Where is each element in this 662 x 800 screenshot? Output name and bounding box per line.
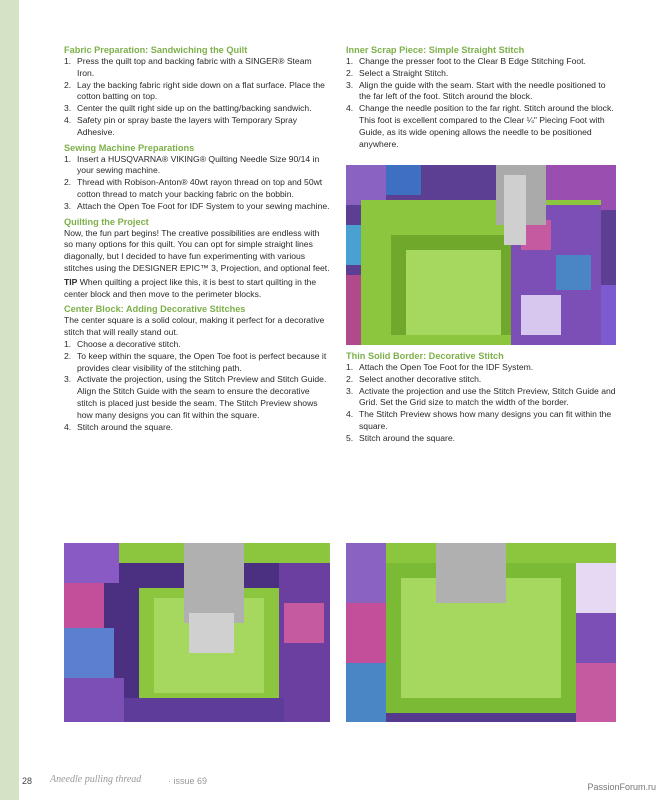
numbered-list xyxy=(64,339,330,433)
list-item: 3. Activate the projection and use the Stitch Preview, Stitch Guide and Grid. Set the Grid size to match the width of the border. xyxy=(346,385,616,408)
section-heading: Sewing Machine Preparations xyxy=(64,142,195,153)
list-item: 3. Center the quilt right side up on the batting/backing sandwich. xyxy=(64,103,312,114)
quilt-photo xyxy=(64,543,330,722)
section-heading: Center Block: Adding Decorative Stitches xyxy=(64,304,246,315)
list-item: 1. Press the quilt top and backing fabric with a SINGER® Steam Iron. xyxy=(64,56,312,78)
list-item: 1. Insert a HUSQVARNA® VIKING® Quilting Needle Size 90/14 in your sewing machine. xyxy=(64,153,320,176)
list-item: 4. Change the needle position to the far right. Stitch around the block. This foot is excellent compared to the Clear ¼" Piecing Foot with Guide, as its wide opening allows the needle to be positioned anywhere. xyxy=(346,103,614,149)
numbered-list xyxy=(64,56,330,139)
section-heading: Quilting the Project xyxy=(64,216,149,227)
list-item: 3. Attach the Open Toe Foot for IDF System to your sewing machine. xyxy=(64,200,330,211)
page-number: 28 xyxy=(22,776,33,786)
left-column xyxy=(64,44,330,433)
list-item: 1. Attach the Open Toe Foot for the IDF System. xyxy=(346,362,534,372)
list-item: 3. Activate the projection, using the Stitch Preview and Stitch Guide. Align the Stitch Guide with the seam to ensure the decorative stitch is placed just beside the seam. The Stitch Preview shows how many designs you can fit within the square. xyxy=(64,374,327,420)
list-item: 5. Stitch around the square. xyxy=(346,432,456,443)
list-item: 4. Stitch around the square. xyxy=(64,421,174,432)
right-column-lower xyxy=(346,350,616,445)
quilt-photo xyxy=(346,165,616,345)
list-item: 1. Change the presser foot to the Clear B Edge Stitching Foot. xyxy=(346,56,586,66)
right-column xyxy=(346,44,616,150)
quilt-photo xyxy=(346,543,616,722)
list-item: 2. Lay the backing fabric right side down on a flat surface. Place the cotton batting on top. xyxy=(64,79,325,102)
list-item: 4. The Stitch Preview shows how many designs you can fit within the square. xyxy=(346,409,612,431)
paragraph: Now, the fun part begins! The creative possibilities are endless with so many options for this quilt. You can opt for simple straight lines diagonally, but I decided to have fun experimenting with various stitches using the DESIGNER EPIC™ 3, Projection, and optional feet. xyxy=(64,227,330,273)
list-item: 2. Select a Straight Stitch. xyxy=(346,67,449,78)
tip-paragraph: TIP When quilting a project like this, it is best to start quilting in the center block and then move to the perimeter blocks. xyxy=(64,276,317,299)
list-item: 2. Thread with Robison-Anton® 40wt rayon thread on top and 50wt cotton thread to match your backing fabric on the bobbin. xyxy=(64,177,323,199)
page-edge-strip xyxy=(0,0,19,800)
paragraph: The center square is a solid colour, making it perfect for a decorative stitch that will really stand out. xyxy=(64,315,325,338)
list-item: 3. Align the guide with the seam. Start with the needle positioned to the far left of the foot. Stitch around the block. xyxy=(346,79,606,102)
numbered-list xyxy=(346,362,616,445)
issue-label: · issue 69 xyxy=(168,776,208,786)
watermark: PassionForum.ru xyxy=(587,782,656,792)
list-item: 1. Choose a decorative stitch. xyxy=(64,338,181,349)
list-item: 2. Select another decorative stitch. xyxy=(346,373,482,384)
list-item: 4. Safety pin or spray baste the layers with Temporary Spray Adhesive. xyxy=(64,114,298,137)
section-heading: Thin Solid Border: Decorative Stitch xyxy=(346,351,504,361)
section-heading: Fabric Preparation: Sandwiching the Quilt xyxy=(64,45,248,55)
section-heading: Inner Scrap Piece: Simple Straight Stitch xyxy=(346,45,525,55)
list-item: 2. To keep within the square, the Open Toe foot is perfect because it provides clear visibility of the stitching path. xyxy=(64,350,327,373)
magazine-title: Aneedle pulling thread xyxy=(50,774,142,785)
numbered-list xyxy=(64,154,330,213)
numbered-list xyxy=(346,56,616,150)
